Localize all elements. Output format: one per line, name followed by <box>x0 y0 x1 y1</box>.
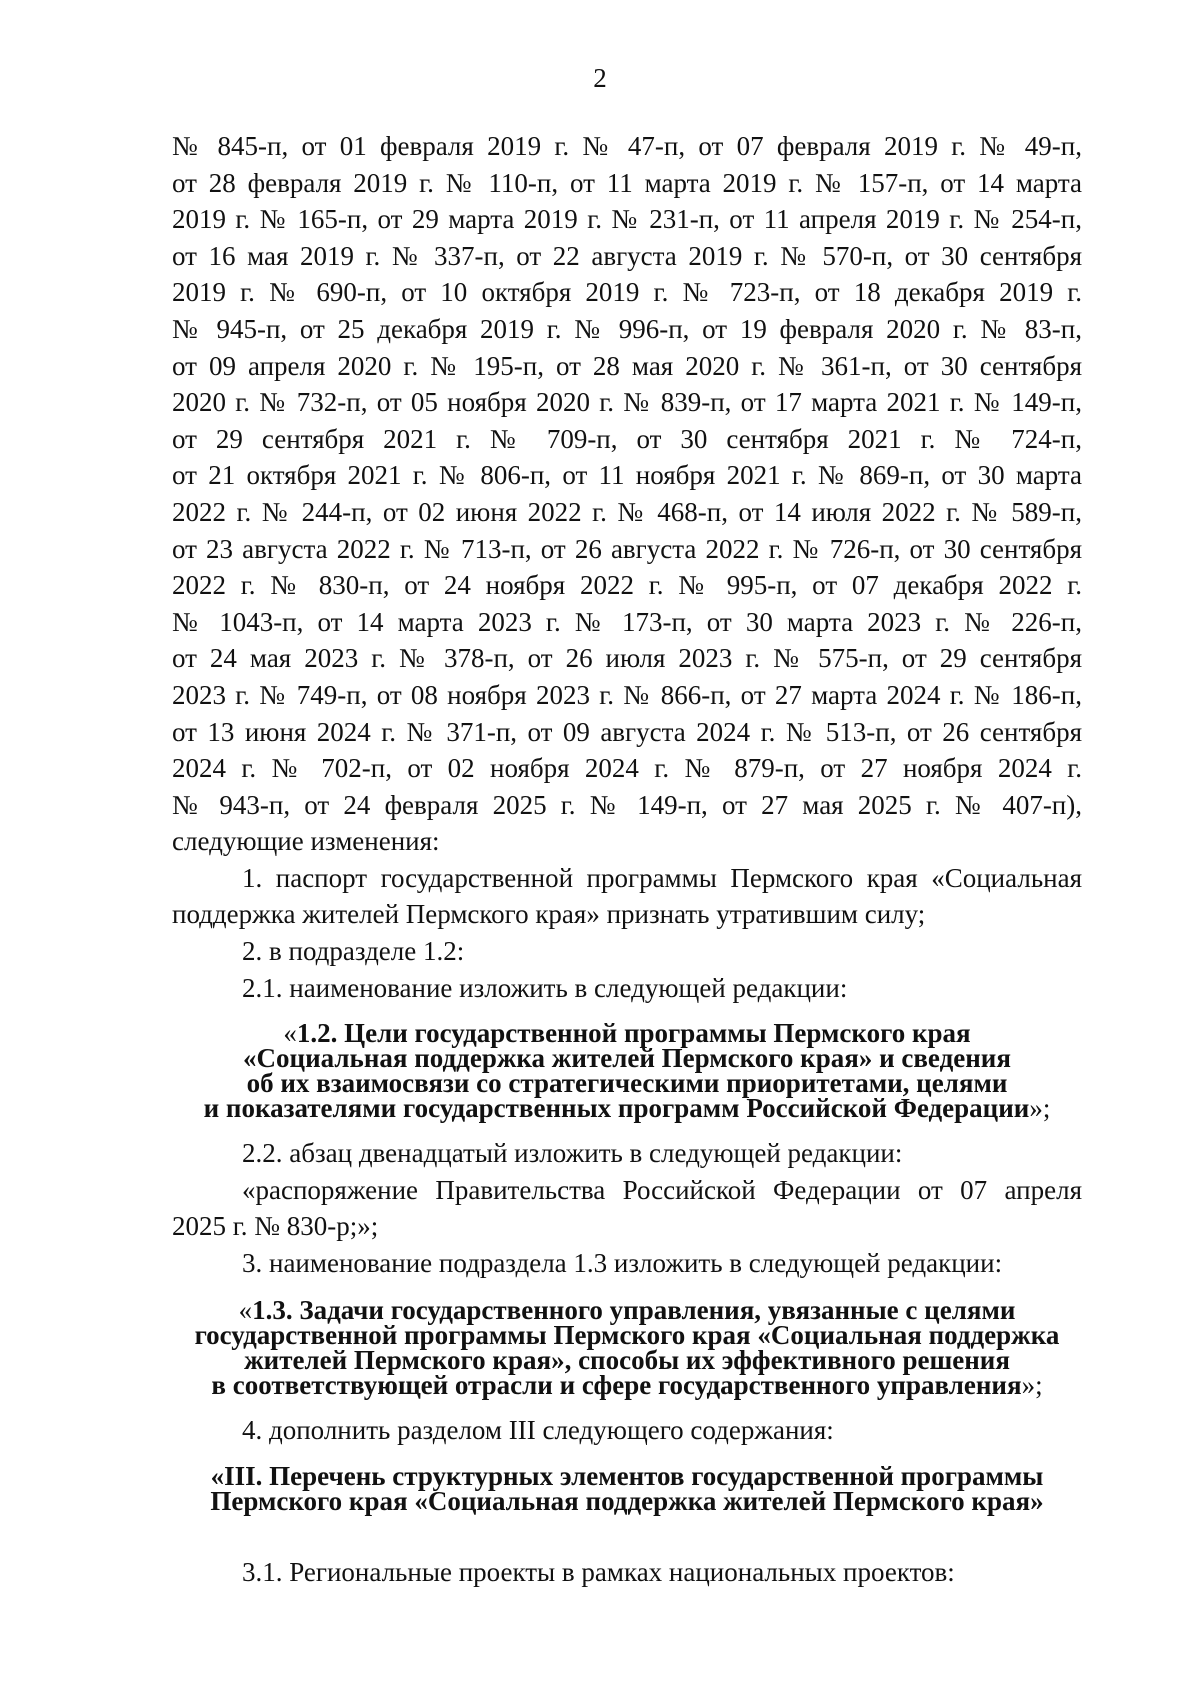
heading-line: об их взаимосвязи со стратегическими приоритетами, целями <box>246 1068 1008 1099</box>
open-quote: « <box>238 1294 253 1325</box>
text-line: 2022 г. № 244-п, от 02 июня 2022 г. № 468-п, от 14 июля 2022 г. № 589-п, <box>172 496 1082 527</box>
text-line: 2019 г. № 690-п, от 10 октября 2019 г. № 723-п, от 18 декабря 2019 г. <box>172 277 1082 308</box>
item-3: 3. наименование подраздела 1.3 изложить в следующей редакции: <box>242 1248 1003 1279</box>
item-1 <box>172 860 1082 933</box>
heading-1-3 <box>172 1294 1082 1400</box>
text-line: от 09 апреля 2020 г. № 195-п, от 28 мая 2020 г. № 361-п, от 30 сентября <box>172 350 1082 381</box>
heading-line: жителей Пермского края», способы их эффективного решения <box>244 1344 1010 1375</box>
item-2: 2. в подразделе 1.2: <box>242 936 465 967</box>
text-line: 2020 г. № 732-п, от 05 ноября 2020 г. № 839-п, от 17 марта 2021 г. № 149-п, <box>172 387 1082 418</box>
text-line: № 845-п, от 01 февраля 2019 г. № 47-п, от 07 февраля 2019 г. № 49-п, <box>172 131 1082 161</box>
item-2-1: 2.1. наименование изложить в следующей редакции: <box>242 972 848 1003</box>
page-number: 2 <box>593 63 607 93</box>
text-line: 2024 г. № 702-п, от 02 ноября 2024 г. № 879-п, от 27 ноября 2024 г. <box>172 753 1082 784</box>
text-line: от 29 сентября 2021 г. № 709-п, от 30 сентября 2021 г. № 724-п, <box>172 423 1082 454</box>
text-line: следующие изменения: <box>172 826 440 857</box>
heading-line: 1.3. Задачи государственного управления, увязанные с целями <box>252 1294 1016 1325</box>
item-3-1: 3.1. Региональные проекты в рамках национальных проектов: <box>242 1557 955 1588</box>
text-line: от 21 октября 2021 г. № 806-п, от 11 ноября 2021 г. № 869-п, от 30 марта <box>172 460 1082 491</box>
open-quote: « <box>283 1018 297 1049</box>
text-line: от 28 февраля 2019 г. № 110-п, от 11 марта 2019 г. № 157-п, от 14 марта <box>172 167 1082 198</box>
text-line: 2022 г. № 830-п, от 24 ноября 2022 г. № 995-п, от 07 декабря 2022 г. <box>172 570 1082 601</box>
heading-1-2 <box>172 1018 1082 1124</box>
text-line: 2023 г. № 749-п, от 08 ноября 2023 г. № 866-п, от 27 марта 2024 г. № 186-п, <box>172 679 1082 710</box>
quote-paragraph <box>172 1172 1082 1245</box>
text-line: 2025 г. № 830-р;»; <box>172 1211 379 1242</box>
heading-line: и показателями государственных программ Российской Федерации <box>203 1093 1030 1124</box>
heading-line: государственной программы Пермского края «Социальная поддержка <box>194 1319 1060 1350</box>
heading-line: «III. Перечень структурных элементов государственной программы <box>210 1461 1044 1492</box>
text-line: 2019 г. № 165-п, от 29 марта 2019 г. № 231-п, от 11 апреля 2019 г. № 254-п, <box>172 204 1082 235</box>
heading-line: 1.2. Цели государственной программы Пермского края <box>296 1018 971 1049</box>
text-line: «распоряжение Правительства Российской Федерации от 07 апреля <box>242 1174 1082 1205</box>
text-line: № 943-п, от 24 февраля 2025 г. № 149-п, от 27 мая 2025 г. № 407-п), <box>172 789 1082 820</box>
text-line: № 945-п, от 25 декабря 2019 г. № 996-п, от 19 февраля 2020 г. № 83-п, <box>172 313 1082 344</box>
document-body <box>172 128 1082 1591</box>
section-iii-heading <box>172 1461 1082 1517</box>
heading-line: в соответствующей отрасли и сфере государственного управления <box>211 1369 1022 1400</box>
item-4: 4. дополнить разделом III следующего содержания: <box>242 1414 834 1445</box>
heading-line: Пермского края «Социальная поддержка жителей Пермского края» <box>210 1486 1044 1517</box>
close-quote: »; <box>1029 1093 1051 1124</box>
close-quote: »; <box>1021 1369 1043 1400</box>
heading-line: «Социальная поддержка жителей Пермского края» и сведения <box>243 1043 1011 1074</box>
text-line: № 1043-п, от 14 марта 2023 г. № 173-п, от 30 марта 2023 г. № 226-п, <box>172 606 1082 637</box>
text-line: от 13 июня 2024 г. № 371-п, от 09 августа 2024 г. № 513-п, от 26 сентября <box>172 716 1082 747</box>
text-line: поддержка жителей Пермского края» признать утратившим силу; <box>172 899 926 930</box>
text-line: от 23 августа 2022 г. № 713-п, от 26 августа 2022 г. № 726-п, от 30 сентября <box>172 533 1082 564</box>
text-line: от 24 мая 2023 г. № 378-п, от 26 июля 2023 г. № 575-п, от 29 сентября <box>172 643 1082 674</box>
item-2-2: 2.2. абзац двенадцатый изложить в следующей редакции: <box>242 1138 903 1169</box>
text-line: от 16 мая 2019 г. № 337-п, от 22 августа 2019 г. № 570-п, от 30 сентября <box>172 240 1082 271</box>
text-line: 1. паспорт государственной программы Пермского края «Социальная <box>242 862 1082 893</box>
amendments-list <box>172 128 1082 860</box>
